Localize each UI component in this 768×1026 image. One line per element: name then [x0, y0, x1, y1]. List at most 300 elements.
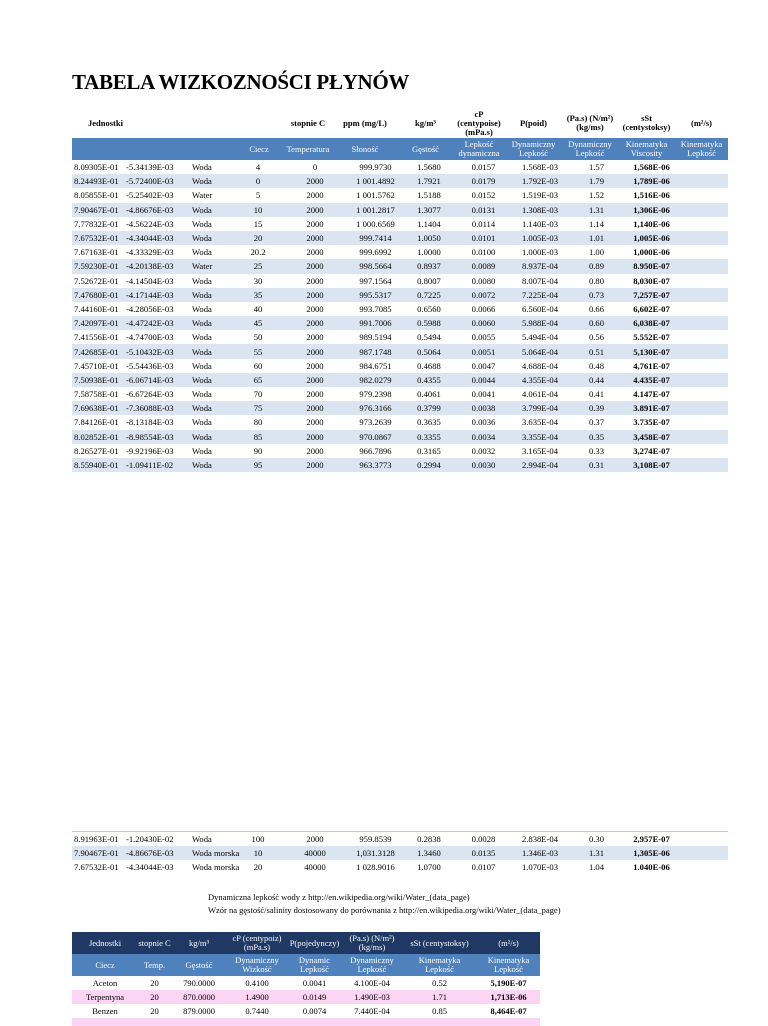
- table-cell: 2000: [306, 360, 324, 371]
- table-cell: 20.2: [250, 247, 266, 258]
- note-dynamic-viscosity: Dynamiczna lepkość wody z http://en.wikipedia.org/wiki/Water_(data_page): [208, 892, 470, 902]
- sub-table-cell: 790.0000: [183, 978, 215, 988]
- table-row: [72, 846, 728, 860]
- table-cell: 7.90467E-01: [74, 848, 119, 859]
- table-cell: 3,274E-07: [633, 445, 670, 456]
- sub-table-cell: 0.85: [432, 1006, 447, 1016]
- unit-header-0: Jednostki: [88, 117, 123, 128]
- table-cell: 1 001.2817: [356, 204, 395, 215]
- table-row: [72, 302, 728, 316]
- table-cell: 30: [253, 275, 263, 286]
- table-row: [72, 259, 728, 273]
- table-cell: 1.57: [588, 162, 605, 173]
- sub-table-cell: 7.440E-04: [354, 1006, 390, 1016]
- sub-column-header-0: Ciecz: [95, 959, 115, 970]
- table-cell: 0.0028: [471, 834, 496, 845]
- table-cell: 2000: [306, 403, 324, 414]
- table-cell: Woda: [192, 834, 212, 845]
- table-cell: 2000: [306, 190, 324, 201]
- table-cell: 4,761E-07: [633, 360, 670, 371]
- table-cell: 2000: [306, 303, 324, 314]
- unit-header-8: (Pa.s) (N/m²) (kg/ms): [566, 113, 614, 132]
- table-cell: 0.0032: [471, 445, 496, 456]
- table-cell: -4.28056E-03: [126, 303, 174, 314]
- table-cell: 65: [253, 374, 263, 385]
- table-cell: 0.0080: [471, 275, 496, 286]
- sub-column-header-6: Kinematyka Lepkość: [418, 955, 461, 974]
- table-row: [72, 288, 728, 302]
- table-cell: 2000: [306, 445, 324, 456]
- table-cell: -4.14504E-03: [126, 275, 174, 286]
- sub-table-cell: 20: [150, 978, 159, 988]
- table-cell: 1,516E-06: [633, 190, 670, 201]
- table-cell: 2000: [306, 218, 324, 229]
- table-cell: 0.5494: [417, 332, 441, 343]
- table-cell: 0.8007: [417, 275, 441, 286]
- unit-header-9: sSt (centystoksy): [622, 113, 671, 132]
- table-cell: 1 001.5762: [356, 190, 395, 201]
- table-cell: 0.5988: [417, 318, 441, 329]
- table-cell: 2000: [306, 374, 324, 385]
- sub-column-header-3: Dynamiczny Wizkość: [235, 955, 279, 974]
- table-row: [72, 373, 728, 387]
- table-cell: 998.5664: [359, 261, 392, 272]
- table-cell: Woda: [192, 403, 212, 414]
- table-cell: Woda: [192, 162, 212, 173]
- table-cell: 0.0114: [471, 218, 496, 229]
- table-cell: 1.01: [588, 233, 605, 244]
- table-cell: 2.994E-04: [521, 460, 559, 471]
- sub-table-cell: 5,190E-07: [490, 978, 527, 988]
- table-cell: 7.50938E-01: [74, 374, 119, 385]
- other-liquids-table: [72, 932, 540, 1026]
- table-cell: 0.0060: [471, 318, 496, 329]
- sub-table-cell: Terpentyna: [85, 992, 125, 1002]
- table-cell: 2000: [306, 431, 324, 442]
- table-cell: 0.80: [588, 275, 605, 286]
- sub-table-cell: Aceton: [92, 978, 118, 988]
- sub-table-cell: 1,713E-06: [490, 992, 527, 1002]
- unit-header-4: ppm (mg/L): [343, 117, 387, 128]
- table-cell: 959.8539: [359, 834, 392, 845]
- sub-unit-header-0: Jednostki: [88, 937, 122, 948]
- table-row: [72, 217, 728, 231]
- table-cell: -4.34044E-03: [126, 233, 174, 244]
- table-cell: 1.5188: [417, 190, 441, 201]
- table-cell: 0.3165: [417, 445, 441, 456]
- table-cell: 7.69638E-01: [74, 403, 119, 414]
- table-cell: 0.0072: [471, 289, 496, 300]
- table-cell: 4.355E-04: [521, 374, 559, 385]
- table-cell: 2000: [306, 247, 324, 258]
- sub-table-row: [72, 990, 540, 1004]
- table-cell: 60: [253, 360, 263, 371]
- sub-column-header-2: Gęstość: [185, 959, 213, 970]
- table-cell: -6.67264E-03: [126, 389, 174, 400]
- table-cell: 7.47680E-01: [74, 289, 119, 300]
- cut-off-row: [72, 1018, 540, 1026]
- table-row: [72, 188, 728, 202]
- table-cell: 8.91963E-01: [74, 834, 119, 845]
- table-body: [72, 160, 728, 472]
- table-cell: 963.3773: [359, 460, 392, 471]
- table-cell: 7.45710E-01: [74, 360, 119, 371]
- table-cell: 5.494E-04: [521, 332, 559, 343]
- table-cell: 0.37: [588, 417, 605, 428]
- table-cell: 4.061E-04: [521, 389, 559, 400]
- table-cell: 7,257E-07: [633, 289, 670, 300]
- table-cell: 1.346E-03: [521, 848, 559, 859]
- table-cell: 982.0279: [359, 374, 392, 385]
- column-header-9: Kinematyka Viscosity: [625, 139, 668, 158]
- table-cell: 7.77832E-01: [74, 218, 119, 229]
- table-cell: 0.0034: [471, 431, 496, 442]
- table-cell: 1 001.4892: [356, 176, 395, 187]
- table-cell: 1.31: [588, 204, 605, 215]
- table-cell: 0.8937: [417, 261, 441, 272]
- sub-unit-header-1: stopnie C: [138, 937, 171, 948]
- table-cell: 8.24493E-01: [74, 176, 119, 187]
- table-cell: -8.98554E-03: [126, 431, 174, 442]
- table-cell: 991.7006: [359, 318, 392, 329]
- table-cell: 45: [253, 318, 263, 329]
- table-cell: Woda: [192, 303, 212, 314]
- sub-table-cell: 0.52: [432, 978, 447, 988]
- table-cell: 7.58758E-01: [74, 389, 119, 400]
- table-cell: -4.34044E-03: [126, 862, 174, 873]
- table-cell: 100: [251, 834, 265, 845]
- table-cell: 0.0107: [471, 862, 496, 873]
- table-cell: 0.35: [588, 431, 605, 442]
- table-cell: 0.3799: [417, 403, 441, 414]
- table-cell: 2000: [306, 417, 324, 428]
- table-cell: -4.74700E-03: [126, 332, 174, 343]
- sub-unit-header-6: sSt (centystoksy): [410, 937, 469, 948]
- table-cell: 0.51: [588, 346, 605, 357]
- table-cell: -8.13184E-03: [126, 417, 174, 428]
- table-cell: 7.44160E-01: [74, 303, 119, 314]
- table-cell: -4.47242E-03: [126, 318, 174, 329]
- table-cell: 995.5317: [359, 289, 392, 300]
- table-cell: Woda: [192, 176, 212, 187]
- table-cell: 999.9730: [359, 162, 392, 173]
- table-cell: 979.2398: [359, 389, 392, 400]
- header-row: [72, 138, 728, 160]
- table-cell: 1.519E-03: [521, 190, 559, 201]
- table-cell: Woda: [192, 233, 212, 244]
- table-cell: 0.31: [588, 460, 605, 471]
- table-cell: 2000: [306, 289, 324, 300]
- table-cell: 2.838E-04: [521, 834, 559, 845]
- table-row: [72, 330, 728, 344]
- table-cell: 1.0700: [417, 862, 441, 873]
- sub-column-header-7: Kinematyka Lepkość: [487, 955, 530, 974]
- table-cell: 7.59230E-01: [74, 261, 119, 272]
- table-cell: 999.6992: [359, 247, 392, 258]
- table-cell: 7.84126E-01: [74, 417, 119, 428]
- table-cell: 4.147E-07: [633, 389, 670, 400]
- table-cell: 8.02852E-01: [74, 431, 119, 442]
- sub-table-cell: 0.0074: [302, 1006, 327, 1016]
- table-cell: 0.5064: [417, 346, 441, 357]
- sub-unit-header-7: (m²/s): [498, 937, 519, 948]
- table-cell: 3.635E-04: [521, 417, 559, 428]
- sub-table-cell: 870.0000: [183, 992, 215, 1002]
- table-cell: 1.308E-03: [521, 204, 559, 215]
- table-cell: 7.90467E-01: [74, 204, 119, 215]
- table-cell: Woda: [192, 431, 212, 442]
- table-row: [72, 359, 728, 373]
- table-cell: 1.0050: [417, 233, 441, 244]
- table-cell: -5.54436E-03: [126, 360, 174, 371]
- table-cell: 1,140E-06: [633, 218, 670, 229]
- table-cell: Woda: [192, 360, 212, 371]
- table-cell: 8.09305E-01: [74, 162, 119, 173]
- unit-header-7: P(poid): [520, 117, 547, 128]
- table-cell: 8.26527E-01: [74, 445, 119, 456]
- sub-unit-header-3: cP (centypoiz) (mPa.s): [232, 933, 282, 952]
- table-cell: 5.064E-04: [521, 346, 559, 357]
- table-cell: -4.33329E-03: [126, 247, 174, 258]
- table-cell: 7.52672E-01: [74, 275, 119, 286]
- table-cell: 1.52: [588, 190, 605, 201]
- table-cell: 10: [253, 848, 263, 859]
- table-cell: 0: [255, 176, 261, 187]
- table-cell: 7.41556E-01: [74, 332, 119, 343]
- table-cell: 0.0047: [471, 360, 496, 371]
- table-cell: 15: [253, 218, 263, 229]
- table-cell: -5.25402E-03: [126, 190, 174, 201]
- table-cell: Woda: [192, 346, 212, 357]
- sub-table-cell: 1.71: [432, 992, 447, 1002]
- table-cell: 0.0041: [471, 389, 496, 400]
- table-cell: 966.7896: [359, 445, 392, 456]
- table-cell: -5.72400E-03: [126, 176, 174, 187]
- table-cell: 1.070E-03: [521, 862, 559, 873]
- table-cell: 40: [253, 303, 263, 314]
- table-cell: 0.48: [588, 360, 605, 371]
- table-cell: 1.005E-03: [521, 233, 559, 244]
- table-cell: 0.73: [588, 289, 605, 300]
- table-cell: 20: [253, 233, 263, 244]
- sub-table-cell: 0.7440: [245, 1006, 269, 1016]
- table-cell: 1.79: [588, 176, 605, 187]
- column-header-8: Dynamiczny Lepkość: [568, 139, 612, 158]
- table-cell: 80: [253, 417, 263, 428]
- table-cell: 20: [253, 862, 263, 873]
- table-cell: 55: [253, 346, 263, 357]
- sub-table-cell: 8,464E-07: [490, 1006, 527, 1016]
- table-cell: 6,038E-07: [633, 318, 670, 329]
- table-cell: 2000: [306, 261, 324, 272]
- table-cell: 5.988E-04: [521, 318, 559, 329]
- table-cell: 35: [253, 289, 263, 300]
- table-cell: 0.0089: [471, 261, 496, 272]
- table-cell: Woda: [192, 247, 212, 258]
- viscosity-table: [72, 108, 728, 472]
- table-cell: Woda: [192, 445, 212, 456]
- sub-column-header-5: Dynamiczny Lepkość: [350, 955, 394, 974]
- table-cell: 6.560E-04: [521, 303, 559, 314]
- table-cell: Woda: [192, 460, 212, 471]
- table-cell: 1.040E-06: [633, 862, 670, 873]
- table-cell: 70: [253, 389, 263, 400]
- table-cell: 3.165E-04: [521, 445, 559, 456]
- table-cell: -6.06714E-03: [126, 374, 174, 385]
- table-cell: 0.0038: [471, 403, 496, 414]
- table-row: [72, 832, 728, 846]
- table-cell: 1,789E-06: [633, 176, 670, 187]
- table-cell: 1 000.6569: [356, 218, 395, 229]
- table-cell: 1.1404: [417, 218, 441, 229]
- unit-header-3: stopnie C: [290, 117, 326, 128]
- table-cell: -1.09411E-02: [126, 460, 174, 471]
- table-cell: Water: [192, 190, 213, 201]
- table-cell: 7.42685E-01: [74, 346, 119, 357]
- table-row: [72, 203, 728, 217]
- table-cell: 0.0044: [471, 374, 496, 385]
- table-row: [72, 274, 728, 288]
- column-header-4: Słoność: [351, 143, 379, 154]
- table-cell: 0.56: [588, 332, 605, 343]
- table-cell: 25: [253, 261, 263, 272]
- table-cell: 1.792E-03: [521, 176, 559, 187]
- table-cell: 1.3460: [417, 848, 441, 859]
- table-cell: 3.735E-07: [633, 417, 670, 428]
- table-cell: 0.0030: [471, 460, 496, 471]
- table-cell: 8.937E-04: [521, 261, 559, 272]
- sub-table-cell: 879.0000: [183, 1006, 215, 1016]
- sub-table-cell: 20: [150, 1006, 159, 1016]
- sub-table-row: [72, 1004, 540, 1018]
- table-row: [72, 160, 728, 174]
- table-cell: Woda: [192, 289, 212, 300]
- table-cell: 987.1748: [359, 346, 392, 357]
- table-cell: 2000: [306, 332, 324, 343]
- table-cell: 2000: [306, 176, 324, 187]
- table-cell: 0.0101: [471, 233, 496, 244]
- table-row: [72, 458, 728, 472]
- unit-header-10: (m²/s): [691, 117, 712, 128]
- source-notes: [208, 891, 561, 917]
- sub-unit-header-2: kg/m³: [188, 937, 210, 948]
- table-cell: Woda: [192, 417, 212, 428]
- table-cell: -5.10432E-03: [126, 346, 174, 357]
- column-header-3: Temperatura: [286, 143, 330, 154]
- table-cell: 0.3355: [417, 431, 441, 442]
- table-cell: -5.34139E-03: [126, 162, 174, 173]
- table-cell: -9.92196E-03: [126, 445, 174, 456]
- table-cell: Woda: [192, 204, 212, 215]
- table-cell: 1.00: [588, 247, 605, 258]
- table-cell: Woda morska: [192, 848, 240, 859]
- table-cell: 1,031.3128: [356, 848, 395, 859]
- table-cell: 0.41: [588, 389, 605, 400]
- table-cell: 0.0152: [471, 190, 496, 201]
- column-header-10: Kinematyka Lepkość: [680, 139, 723, 158]
- table-cell: 1 028.9016: [356, 862, 395, 873]
- table-row: [72, 415, 728, 429]
- table-cell: 999.7414: [359, 233, 392, 244]
- table-row: [72, 231, 728, 245]
- table-cell: 997.1564: [359, 275, 392, 286]
- table-cell: 8.007E-04: [521, 275, 559, 286]
- table-cell: Woda: [192, 218, 212, 229]
- table-cell: 970.0867: [359, 431, 392, 442]
- table-cell: 2000: [306, 834, 324, 845]
- sub-table-cell: 0.0149: [302, 992, 327, 1002]
- table-cell: 8.950E-07: [633, 261, 670, 272]
- table-cell: 0.3635: [417, 417, 441, 428]
- table-cell: Woda: [192, 389, 212, 400]
- table-cell: 85: [253, 431, 263, 442]
- table-cell: 1,305E-06: [633, 848, 670, 859]
- table-cell: 989.5194: [359, 332, 392, 343]
- table-cell: 90: [253, 445, 263, 456]
- table-cell: 1.3077: [417, 204, 441, 215]
- sub-table-cell: 0.0041: [302, 978, 327, 988]
- note-density-formula: Wzór na gęstość/salinity dostosowany do porównania z http://en.wikipedia.org/wiki/Water_(data_page): [208, 905, 561, 915]
- table-cell: 0: [312, 162, 318, 173]
- table-cell: 0.39: [588, 403, 605, 414]
- sub-table-body: [72, 976, 540, 1026]
- table-row: [72, 245, 728, 259]
- table-cell: 976.3166: [359, 403, 392, 414]
- table-cell: 1,568E-06: [633, 162, 670, 173]
- table-cell: 0.0055: [471, 332, 496, 343]
- table-cell: 984.6751: [359, 360, 392, 371]
- column-header-7: Dynamiczny Lepkość: [511, 139, 556, 158]
- table-cell: -4.86676E-03: [126, 848, 174, 859]
- table-cell: 1.31: [588, 848, 605, 859]
- table-cell: 0.4688: [417, 360, 441, 371]
- table-cell: 4: [255, 162, 261, 173]
- table-cell: 0.4355: [417, 374, 441, 385]
- table-cell: 3.355E-04: [521, 431, 559, 442]
- sub-unit-header-5: (Pa.s) (N/m²) (kg/ms): [349, 933, 395, 952]
- table-cell: Woda: [192, 275, 212, 286]
- unit-header-5: kg/m³: [415, 117, 436, 128]
- sub-column-header-1: Temp.: [143, 959, 166, 970]
- table-cell: 3.891E-07: [633, 403, 670, 414]
- table-cell: 40000: [304, 862, 326, 873]
- table-cell: 0.0179: [471, 176, 496, 187]
- table-cell: 0.7225: [417, 289, 441, 300]
- table-row: [72, 344, 728, 358]
- sub-table-cell: 0.4100: [245, 978, 269, 988]
- table-cell: 0.0051: [471, 346, 496, 357]
- table-cell: 0.60: [588, 318, 605, 329]
- table-cell: 973.2639: [359, 417, 392, 428]
- table-cell: 2000: [306, 204, 324, 215]
- table-row: [72, 387, 728, 401]
- table-cell: 8.55940E-01: [74, 460, 119, 471]
- table-cell: 7.67163E-01: [74, 247, 119, 258]
- table-cell: 75: [253, 403, 263, 414]
- table-cell: 2,957E-07: [633, 834, 670, 845]
- table-row: [72, 174, 728, 188]
- table-cell: 1.140E-03: [521, 218, 559, 229]
- table-cell: 5,130E-07: [633, 346, 670, 357]
- table-cell: 2000: [306, 318, 324, 329]
- table-cell: 7.67532E-01: [74, 233, 119, 244]
- table-row: [72, 860, 728, 874]
- sub-table-cell: Benzen: [92, 1006, 118, 1016]
- viscosity-table-continued: [72, 831, 728, 875]
- sub-table-cell: 4.100E-04: [354, 978, 390, 988]
- table-cell: 7.42097E-01: [74, 318, 119, 329]
- sub-header-row: [72, 954, 540, 976]
